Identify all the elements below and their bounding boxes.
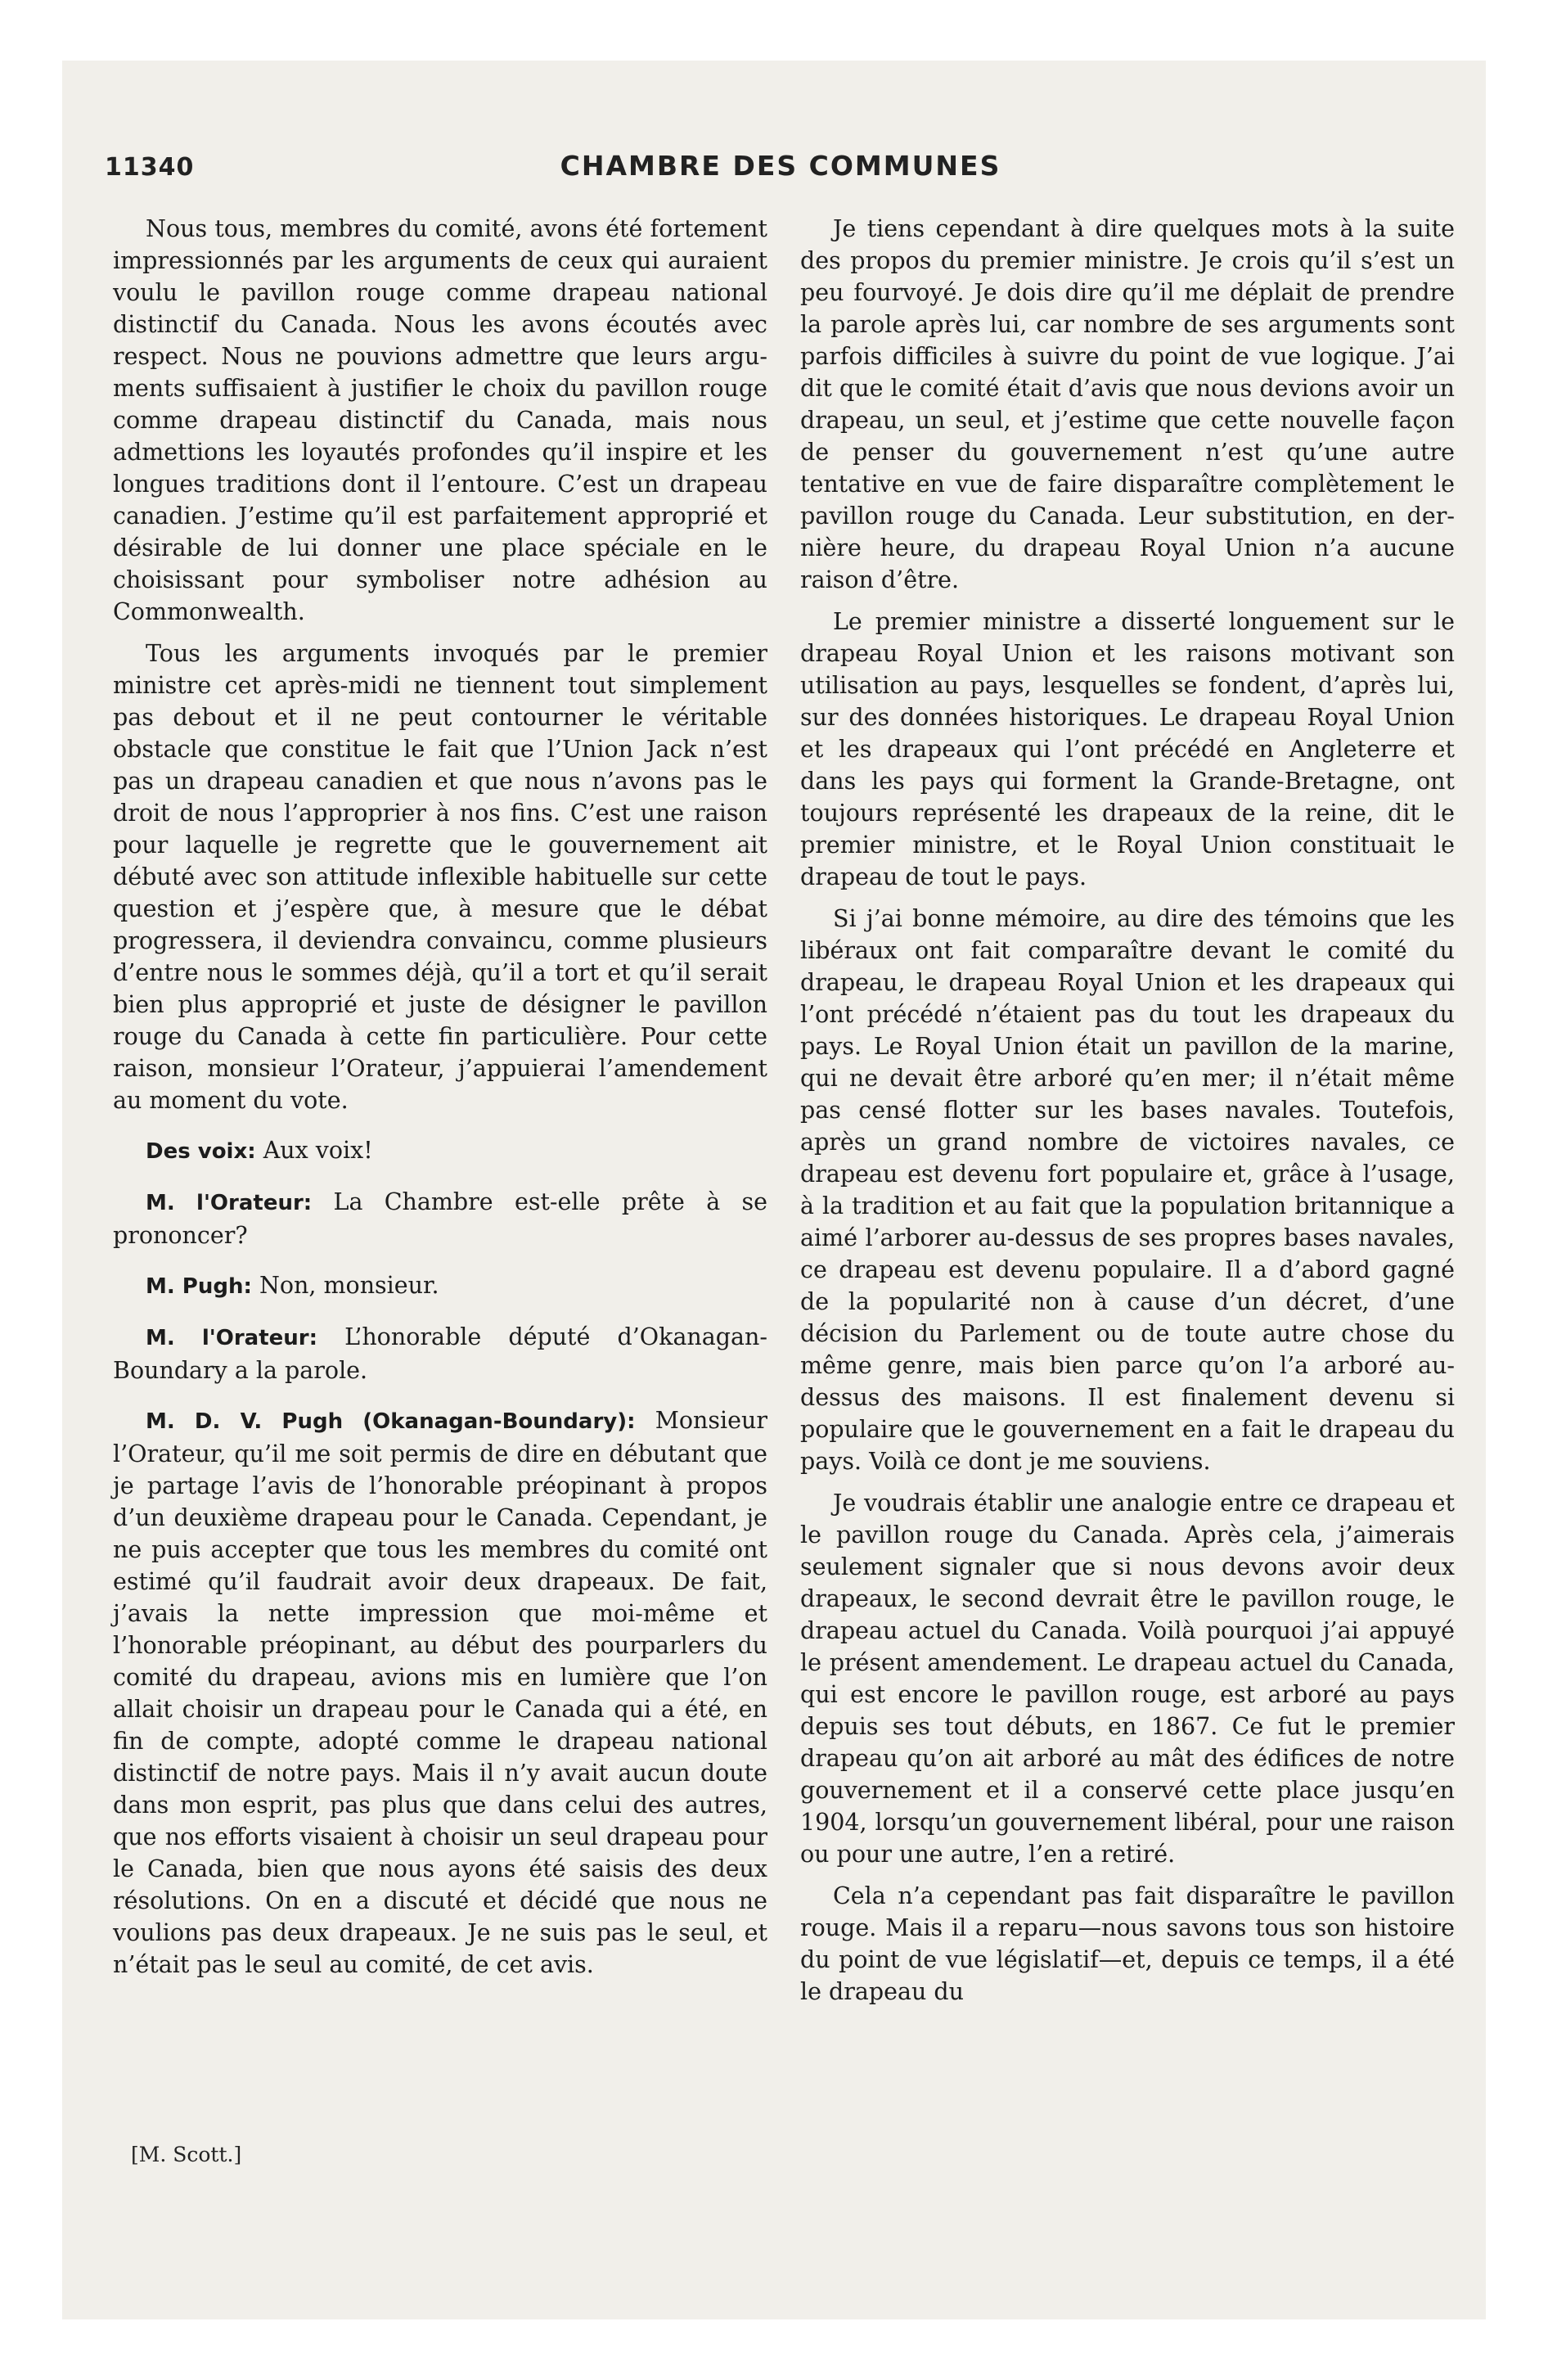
- paragraph: Nous tous, membres du comité, avons été fortement impressionnés par les arguments de ceux qui auraient voulu le pavillon rouge comme drapeau national distinctif du Canada. Nous les avons écoutés avec respect. Nous ne pouvions admettre que leurs arguments suffisaient à justifier le choix du pavillon rouge comme drapeau distinctif du Canada, mais nous admettions les loyautés profondes qu’il inspire et les longues traditions dont il l’entoure. C’est un drapeau canadien. J’estime qu’il est parfaitement approprié et désirable de lui donner une place spéciale en le choisissant pour symboliser notre adhésion au Commonwealth.: [113, 215, 767, 625]
- running-head: CHAMBRE DES COMMUNES: [560, 150, 1001, 182]
- paragraph: Si j’ai bonne mémoire, au dire des témoins que les libéraux ont fait comparaître devant le comité du drapeau, le drapeau Royal Union et les drapeaux qui l’ont précédé n’étaient pas du tout les drapeaux du pays. Le Royal Union était un pavillon de la marine, qui ne devait être arboré qu’en mer; il n’était même pas censé flotter sur les bases navales. Toutefois, après un grand nombre de victoires navales, ce drapeau est devenu fort populaire et, grâce à l’usage, à la tradition et au fait que la population britannique a aimé l’arborer au-dessus de ses propres bases navales, ce drapeau est devenu populaire. Il a d’abord gagné de la popularité non à cause d’un décret, d’une décision du Parlement ou de toute autre chose du même genre, mais bien parce qu’on l’a arboré au-dessus des maisons. Il est finalement devenu si populaire que le gouvernement en a fait le drapeau du pays. Voilà ce dont je me souviens.: [800, 905, 1455, 1475]
- right-column: [800, 213, 1455, 2017]
- paragraph: Je tiens cependant à dire quelques mots à la suite des propos du premier ministre. Je crois qu’il s’est un peu fourvoyé. Je dois dire qu’il me déplait de prendre la parole après lui, car nombre de ses arguments sont parfois difficiles à suivre du point de vue logique. J’ai dit que le comité était d’avis que nous devions avoir un drapeau, un seul, et j’estime que cette nouvelle façon de penser du gouvernement n’est qu’une autre tentative en vue de faire disparaître complètement le pavillon rouge du Canada. Leur substitution, en dernière heure, du drapeau Royal Union n’a aucune raison d’être.: [800, 215, 1455, 593]
- left-column: [113, 213, 767, 1990]
- speaker-name: M. l'Orateur:: [146, 1191, 313, 1215]
- speech-pugh-okanagan: [113, 1404, 767, 1981]
- paragraph: Cela n’a cependant pas fait disparaître le pavillon rouge. Mais il a reparu—nous savons tous son histoire du point de vue législatif—et, depuis ce temps, il a été le drapeau du: [800, 1882, 1455, 2005]
- speaker-attribution: [M. Scott.]: [131, 2143, 242, 2166]
- paragraph: Tous les arguments invoqués par le premier ministre cet après-midi ne tiennent tout simplement pas debout et il ne peut contourner le véritable obstacle que constitue le fait que l’Union Jack n’est pas un drapeau canadien et que nous n’avons pas le droit de nous l’approprier à nos fins. C’est une raison pour laquelle je regrette que le gouvernement ait débuté avec son attitude inflexible habituelle sur cette question et j’espère que, à mesure que le débat progressera, il deviendra convaincu, comme plusieurs d’entre nous le sommes déjà, qu’il a tort et qu’il serait bien plus approprié et juste de désigner le pavillon rouge du Canada à cette fin particulière. Pour cette raison, monsieur l’Orateur, j’appuierai l’amendement au moment du vote.: [113, 640, 767, 1114]
- speech-text: Monsieur l’Orateur, qu’il me soit permis de dire en débutant que je partage l’avis de l’honorable préopinant à propos d’un deuxième drapeau pour le Canada. Cependant, je ne puis accepter que tous les membres du comité ont estimé qu’il faudrait avoir deux drapeaux. De fait, j’avais la nette impression que moi-même et l’honorable préopinant, au début des pourparlers du comité du drapeau, avions mis en lumière que l’on allait choisir un drapeau pour le Canada qui a été, en fin de compte, adopté comme le drapeau national distinctif de notre pays. Mais il n’y avait aucun doute dans mon esprit, pas plus que dans celui des autres, que nos efforts visaient à choisir un seul drapeau pour le Canada, bien que nous ayons été saisis des deux résolutions. On en a discuté et décidé que nous ne voulions pas deux drapeaux. Je ne suis pas le seul, et n’était pas le seul au comité, de cet avis.: [113, 1407, 767, 1978]
- speaker-name: M. D. V. Pugh (Okanagan-Boundary):: [146, 1409, 636, 1434]
- page-number: 11340: [105, 153, 195, 182]
- speaker-name: Des voix:: [146, 1139, 256, 1164]
- speaker-name: M. Pugh:: [146, 1274, 252, 1299]
- speech-text: Non, monsieur.: [251, 1272, 439, 1299]
- speech-text: La Chambre est-elle prête à se prononcer?: [113, 1188, 768, 1249]
- speech-des-voix: [113, 1134, 767, 1168]
- speech-text: L’honorable député d’Okanagan-Boundary a la parole.: [113, 1323, 768, 1384]
- paragraph: Le premier ministre a disserté longuement sur le drapeau Royal Union et les raisons motivant son utilisation au pays, lesquelles se fondent, d’après lui, sur des données historiques. Le drapeau Royal Union et les drapeaux qui l’ont précédé en Angleterre et dans les pays qui forment la Grande-Bretagne, ont toujours représenté les drapeaux de la reine, dit le premier ministre, et le Royal Union constituait le drapeau de tout le pays.: [800, 608, 1455, 890]
- speech-pugh: [113, 1269, 767, 1303]
- speaker-name: M. l'Orateur:: [146, 1326, 318, 1350]
- speech-orateur-2: [113, 1321, 767, 1386]
- speech-text: Aux voix!: [255, 1137, 373, 1164]
- paragraph: Je voudrais établir une analogie entre ce drapeau et le pavillon rouge du Canada. Après cela, j’aimerais seulement signaler que si nous devons avoir deux drapeaux, le second devrait être le pavillon rouge, le drapeau actuel du Canada. Voilà pourquoi j’ai appuyé le présent amendement. Le drapeau actuel du Canada, qui est encore le pavillon rouge, est arboré au pays depuis ses tout débuts, en 1867. Ce fut le premier drapeau qu’on ait arboré au mât des édifices de notre gouvernement et il a conservé cette place jusqu’en 1904, lorsqu’un gouvernement libéral, pour une raison ou pour une autre, l’en a retiré.: [800, 1490, 1455, 1868]
- speech-orateur: [113, 1186, 767, 1251]
- page-header: [105, 150, 1456, 191]
